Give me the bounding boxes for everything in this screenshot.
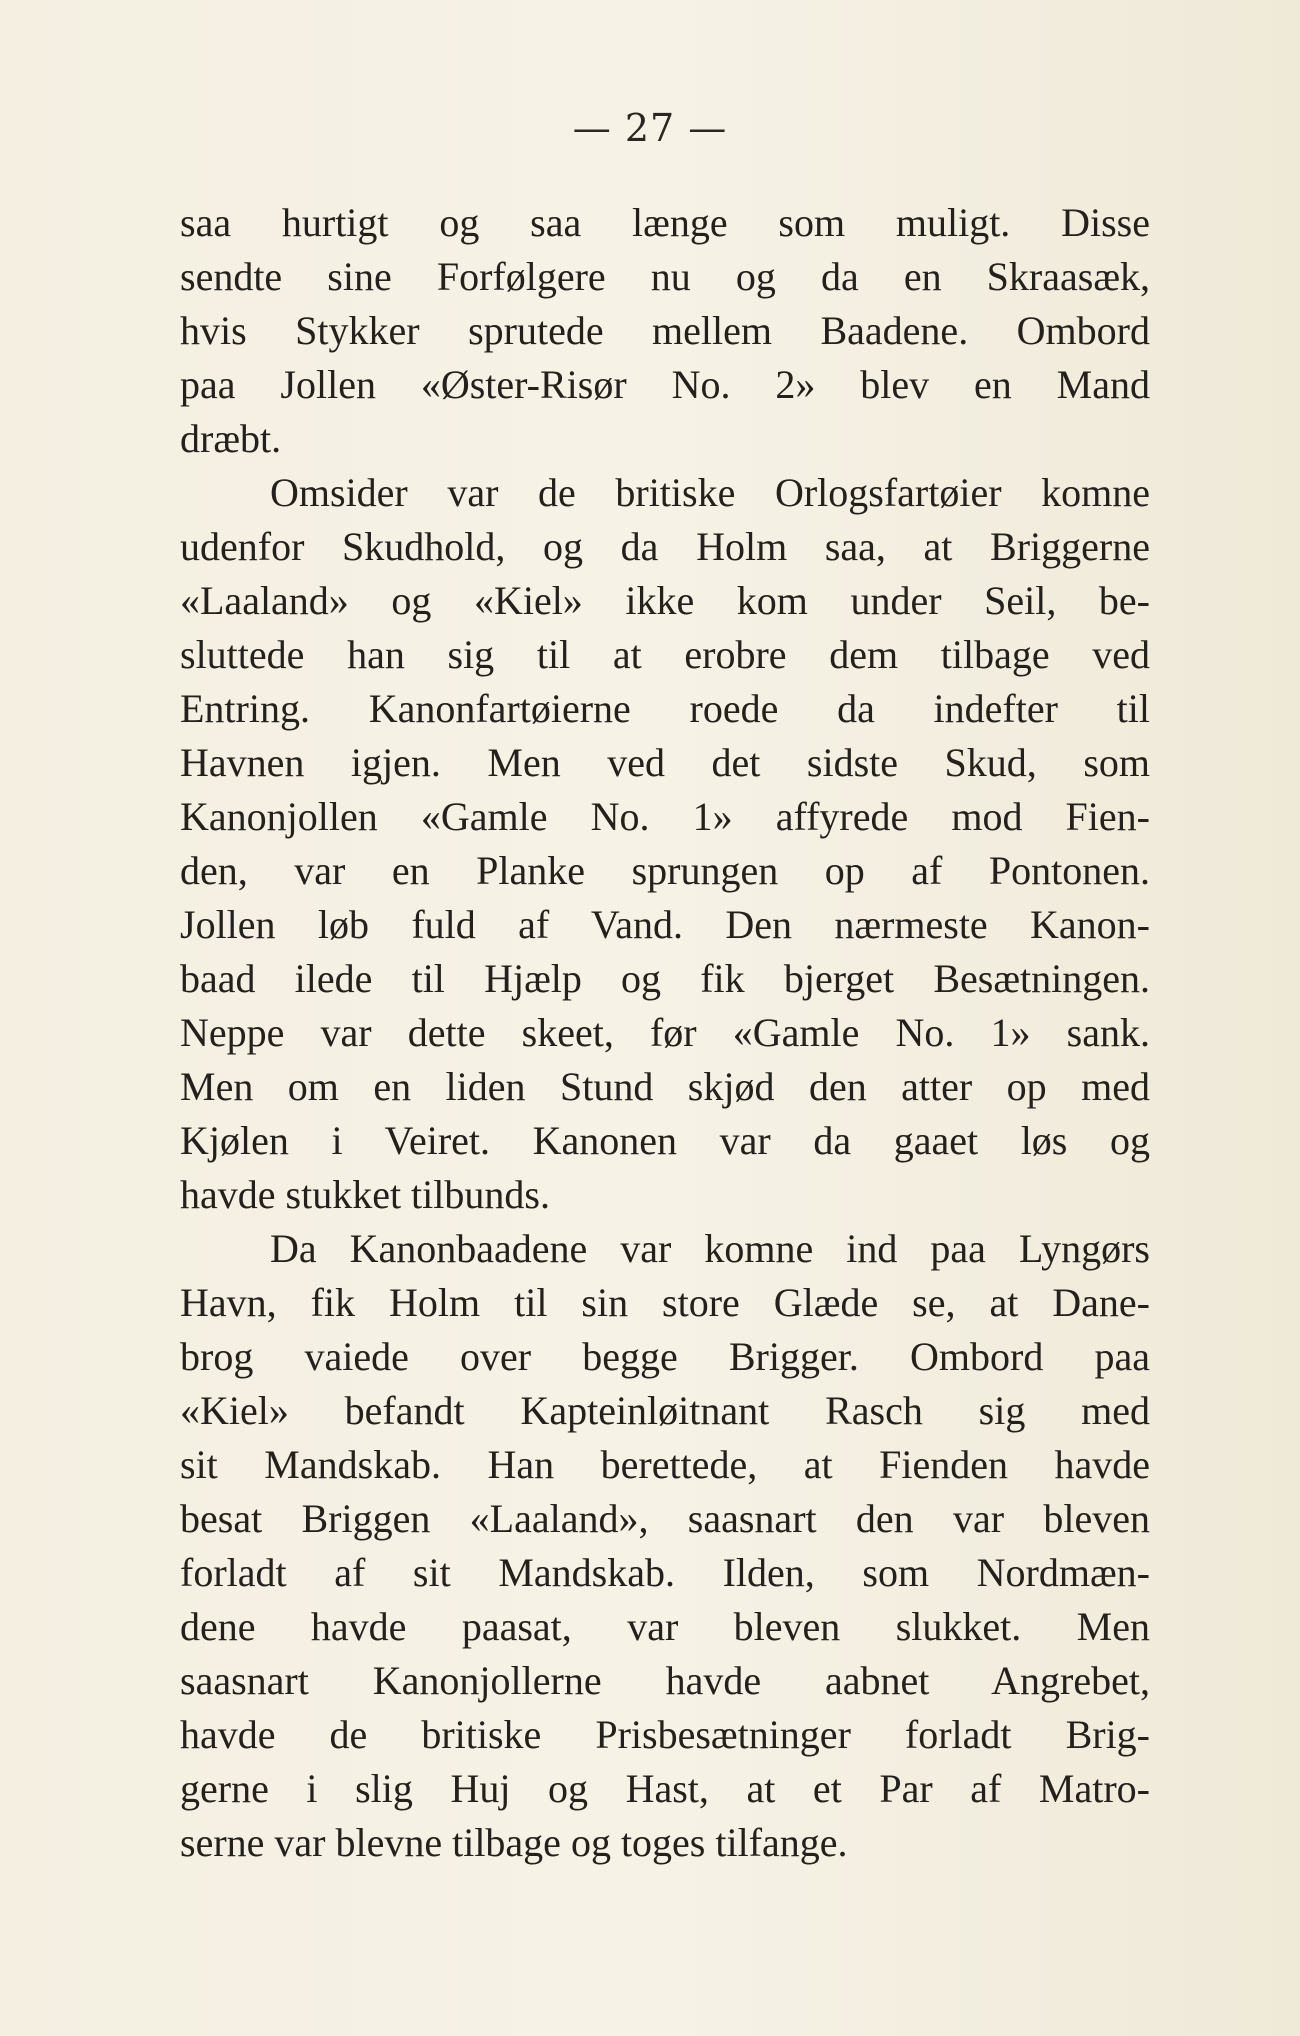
text-line: havde de britiske Prisbesætninger forladt Brig- — [180, 1712, 1150, 1757]
text-line: brog vaiede over begge Brigger. Ombord paa — [180, 1334, 1150, 1379]
text-line: dene havde paasat, var bleven slukket. Men — [180, 1604, 1150, 1649]
text-line: paa Jollen «Øster-Risør No. 2» blev en Mand — [180, 362, 1150, 407]
text-line: Neppe var dette skeet, før «Gamle No. 1» sank. — [180, 1010, 1150, 1055]
text-line: besat Briggen «Laaland», saasnart den var bleven — [180, 1496, 1150, 1541]
text-line: baad ilede til Hjælp og fik bjerget Besætningen. — [180, 956, 1150, 1001]
body-text — [180, 196, 1150, 1870]
text-line: Kjølen i Veiret. Kanonen var da gaaet løs og — [180, 1118, 1150, 1163]
text-line: havde stukket tilbunds. — [180, 1172, 550, 1217]
text-line: «Kiel» befandt Kapteinløitnant Rasch sig med — [180, 1388, 1150, 1433]
text-line: Jollen løb fuld af Vand. Den nærmeste Kanon- — [180, 902, 1150, 947]
text-line: den, var en Planke sprungen op af Pontonen. — [180, 848, 1150, 893]
page-number: — 27 — — [572, 106, 728, 150]
text-line: gerne i slig Huj og Hast, at et Par af Matro- — [180, 1766, 1150, 1811]
text-line: Omsider var de britiske Orlogsfartøier komne — [270, 470, 1150, 515]
text-line: saasnart Kanonjollerne havde aabnet Angrebet, — [180, 1658, 1150, 1703]
text-line: sit Mandskab. Han berettede, at Fienden havde — [180, 1442, 1150, 1487]
text-line: Entring. Kanonfartøierne roede da indefter til — [180, 686, 1150, 731]
text-line: Men om en liden Stund skjød den atter op med — [180, 1064, 1150, 1109]
text-line: sendte sine Forfølgere nu og da en Skraasæk, — [180, 254, 1150, 299]
text-line: forladt af sit Mandskab. Ilden, som Nordmæn- — [180, 1550, 1150, 1595]
text-line: Havnen igjen. Men ved det sidste Skud, som — [180, 740, 1150, 785]
text-line: Kanonjollen «Gamle No. 1» affyrede mod Fien- — [180, 794, 1150, 839]
text-line: serne var blevne tilbage og toges tilfange. — [180, 1820, 848, 1865]
text-line: Da Kanonbaadene var komne ind paa Lyngørs — [270, 1226, 1150, 1271]
text-line: «Laaland» og «Kiel» ikke kom under Seil, be- — [180, 578, 1150, 623]
text-line: udenfor Skudhold, og da Holm saa, at Briggerne — [180, 524, 1150, 569]
text-line: Havn, fik Holm til sin store Glæde se, at Dane- — [180, 1280, 1150, 1325]
text-line: hvis Stykker sprutede mellem Baadene. Ombord — [180, 308, 1150, 353]
text-line: sluttede han sig til at erobre dem tilbage ved — [180, 632, 1150, 677]
text-line: saa hurtigt og saa længe som muligt. Disse — [180, 200, 1150, 245]
text-line: dræbt. — [180, 416, 282, 461]
